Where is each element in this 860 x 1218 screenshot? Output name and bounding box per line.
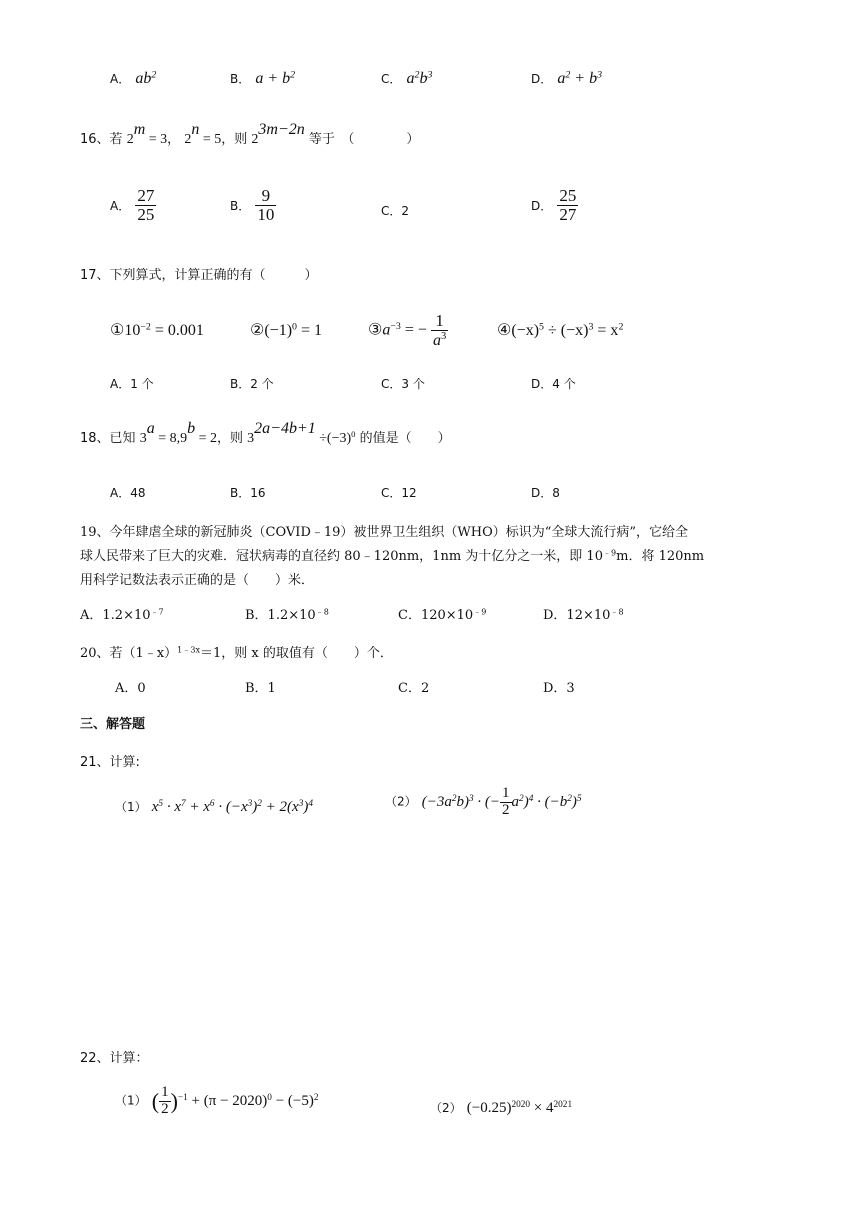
q18-stem: 18、已知 $3^a = 8,9^b = 2$，则 $3^{2a-4b+1} \div(-3)^0$ 的值是（ ）: [80, 420, 451, 446]
fraction: $\frac{25}{27}$: [559, 186, 577, 224]
q19-option-b: B．$1.2\times 10^{﹣8}$: [245, 607, 329, 623]
q18-option-d: D．8: [531, 486, 560, 500]
q20-stem: 20、若（1﹣x）$^{1﹣3x}$＝1，则 x 的取值有（ ）个．: [80, 645, 393, 661]
fraction: $\frac{1}{2}$: [161, 1084, 169, 1117]
q17-option-d: D．4 个: [531, 377, 576, 391]
fraction: $\frac{1}{a^3}$: [432, 311, 447, 349]
q17-option-c: C．3 个: [381, 377, 425, 391]
q17-stem: 17、下列算式，计算正确的有（ ）: [80, 268, 318, 283]
q18-option-b: B．16: [230, 486, 266, 500]
q19-stem-line-1: 19、今年肆虐全球的新冠肺炎（COVID﹣19）被世界卫生组织（WHO）标识为“全球大流行病”，它给全: [80, 525, 689, 540]
q18-option-a: A．48: [110, 486, 146, 500]
q17-expr-3: $③a^{-3}$ = − $\frac{1}{a^3}$: [368, 311, 447, 349]
q16-stem: 16、若 $2^m = 3$， $2^n = 5$，则 $2^{3m-2n}$ 等于 （ ）: [80, 121, 420, 147]
q16-option-b: B． $\frac{9}{10}$: [230, 186, 275, 224]
section-heading: 三、解答题: [80, 717, 146, 732]
fraction: $\frac{9}{10}$: [257, 186, 275, 224]
q20-option-a: A．0: [115, 681, 146, 696]
q20-option-c: C．2: [398, 681, 430, 696]
q16-option-a: A． $\frac{27}{25}$: [110, 186, 155, 224]
q15-option-a: A． $ab^2$: [110, 69, 157, 87]
q21-stem: 21、计算:: [80, 755, 140, 770]
q19-option-d: D．$12\times 10^{﹣8}$: [543, 607, 624, 623]
q20-option-d: D．3: [543, 681, 575, 696]
fraction: $\frac{1}{2}$: [502, 785, 510, 818]
q18-option-c: C．12: [381, 486, 417, 500]
q22-stem: 22、计算：: [80, 1051, 149, 1066]
q17-option-b: B．2 个: [230, 377, 274, 391]
fraction: $\frac{27}{25}$: [137, 186, 155, 224]
q19-option-a: A．$1.2\times 10^{﹣7}$: [80, 607, 164, 623]
q17-expr-1: $①10^{-2} = 0.001$: [110, 321, 204, 339]
q17-option-a: A．1 个: [110, 377, 154, 391]
q17-expr-2: $②(-1)^0 = 1$: [250, 321, 323, 339]
q16-option-d: D． $\frac{25}{27}$: [531, 186, 577, 224]
q19-option-c: C．$120\times 10^{﹣9}$: [398, 607, 487, 623]
q21-part-1: （1） $x^5 \cdot x^7 + x^6 \cdot (-x^3)^2 + 2(x^3)^4$: [115, 798, 314, 815]
q19-stem-line-2: 球人民带来了巨大的灾难．冠状病毒的直径约 80﹣120nm，1nm 为十亿分之一米，即 $10^{﹣9}m$．将 120nm: [80, 548, 705, 564]
q19-stem-line-3: 用科学记数法表示正确的是（ ）米．: [80, 573, 315, 588]
q15-option-d: D． $a^2 + b^3$: [531, 69, 603, 87]
q16-option-c: C．2: [381, 204, 410, 218]
q21-part-2: （2） $(-3a^2b)^3$ · (− $\frac{1}{2}$ $a^2)^4 \cdot (-b^2)^5$: [385, 785, 582, 818]
q20-option-b: B．1: [245, 681, 276, 696]
q22-part-1: （1） ( $\frac{1}{2}$ )$^{-1} + (\pi - 2020)^0 - (-5)^2$: [115, 1084, 319, 1117]
q15-option-b: B． $a + b^2$: [230, 69, 296, 87]
q22-part-2: （2） $(-0.25)^{2020} \times 4^{2021}$: [430, 1099, 573, 1116]
q15-option-c: C． $a^2b^3$: [381, 69, 433, 87]
q17-expr-4: $④(-x)^5 \div (-x)^3 = x^2$: [497, 321, 624, 339]
